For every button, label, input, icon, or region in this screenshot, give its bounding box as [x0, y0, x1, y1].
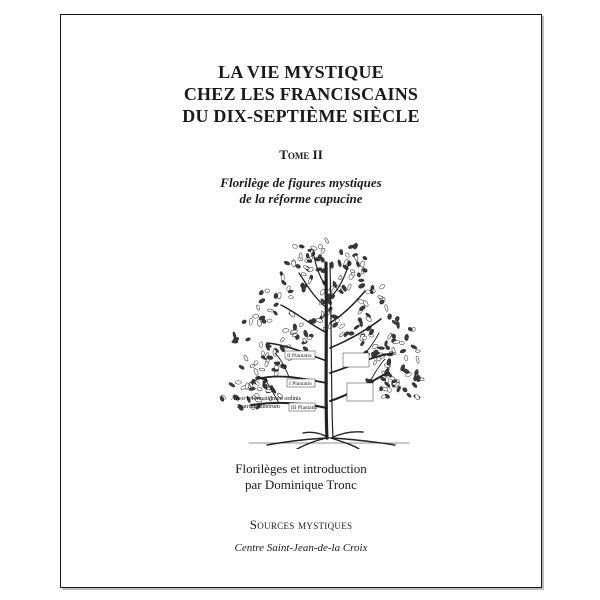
leaf — [347, 283, 352, 290]
leaf — [373, 360, 377, 366]
leaf — [406, 393, 411, 398]
label-fratrum: Fratrum minorum — [237, 404, 280, 410]
leaf — [280, 337, 285, 343]
title-line-3: DU DIX-SEPTIÈME SIÈCLE — [182, 106, 420, 126]
leaf — [359, 305, 366, 312]
leaf — [259, 368, 265, 372]
leaf — [318, 244, 323, 249]
leaf — [254, 380, 259, 386]
leaf — [384, 304, 388, 311]
leaf — [356, 261, 360, 267]
leaf — [293, 324, 297, 331]
leaf — [258, 298, 266, 304]
tree-foliage — [219, 237, 424, 411]
leaf — [299, 244, 305, 248]
leaf — [359, 261, 365, 268]
leaf — [307, 259, 312, 262]
leaf — [390, 376, 396, 380]
leaf — [324, 237, 329, 243]
leaf — [365, 316, 372, 323]
leaf — [353, 324, 360, 330]
book-title — [61, 61, 541, 127]
credits — [61, 461, 541, 493]
label-plantatio-1: I Plantatio — [289, 381, 312, 387]
leaf — [416, 375, 420, 382]
leaf — [282, 328, 289, 332]
leaf — [264, 361, 268, 367]
credits-line-2: par Dominique Tronc — [245, 477, 357, 492]
leaf — [379, 283, 386, 289]
leaf — [381, 395, 386, 399]
leaf — [339, 249, 343, 255]
leaf — [241, 319, 247, 324]
leaf — [228, 382, 235, 388]
title-line-1: LA VIE MYSTIQUE — [218, 62, 384, 82]
credits-line-1: Florilèges et introduction — [235, 461, 367, 476]
leaf — [338, 323, 346, 329]
leaf — [267, 309, 274, 313]
leaf — [365, 290, 370, 294]
leaf — [387, 314, 392, 320]
book-cover — [60, 14, 542, 588]
leaf — [281, 280, 287, 286]
label-arbor: Arbor reformationum ordinis — [231, 396, 301, 402]
leaf — [397, 322, 400, 329]
leaf — [301, 272, 306, 276]
leaf — [379, 386, 383, 391]
leaf — [402, 387, 408, 393]
leaf — [235, 380, 241, 384]
leaf — [298, 322, 304, 327]
leaf — [257, 387, 263, 392]
leaf — [308, 278, 312, 284]
leaf — [321, 311, 324, 317]
leaf — [360, 341, 365, 347]
subtitle-line-1: Florilège de figures mystiques — [220, 175, 382, 190]
leaf — [258, 290, 264, 296]
leaf — [307, 336, 312, 340]
leaf — [243, 355, 248, 362]
title-line-2: CHEZ LES FRANCISCAINS — [183, 84, 419, 104]
leaf — [410, 344, 417, 350]
book-subtitle — [61, 175, 541, 207]
leaf — [245, 337, 251, 342]
leaf — [265, 289, 270, 293]
leaf — [348, 331, 354, 335]
leaf — [402, 368, 410, 374]
leaf — [411, 382, 418, 389]
leaf — [292, 244, 298, 250]
leaf — [253, 368, 259, 376]
label-plantatio-3: III Plantatio — [291, 405, 318, 411]
leaf — [274, 293, 279, 299]
leaf — [312, 318, 316, 323]
leaf — [281, 274, 285, 280]
leaf — [257, 319, 262, 327]
leaf — [249, 318, 252, 325]
leaf — [359, 279, 365, 282]
leaf — [358, 283, 366, 290]
leaf — [337, 260, 342, 267]
leaf — [404, 334, 409, 341]
label-plantatio-2: II Plantatio — [287, 353, 312, 359]
tree-engraving-icon — [209, 233, 437, 449]
leaf — [252, 314, 259, 318]
leaf — [338, 275, 342, 280]
leaf — [267, 319, 272, 322]
leaf — [256, 305, 261, 311]
leaf — [400, 349, 407, 354]
leaf — [400, 341, 405, 344]
publisher-name: Centre Saint-Jean-de-la Croix — [234, 542, 368, 554]
leaf — [354, 255, 359, 261]
leaf — [303, 330, 308, 338]
leaf — [259, 342, 263, 348]
leaf — [328, 285, 335, 292]
leaf — [331, 262, 334, 269]
leaf — [295, 264, 301, 269]
leaf — [378, 346, 385, 349]
leaf — [416, 356, 420, 363]
leaf — [288, 295, 294, 299]
leaf — [377, 295, 383, 299]
leaf — [345, 252, 350, 258]
leaf — [299, 253, 302, 259]
subtitle-line-2: de la réforme capucine — [239, 191, 363, 206]
tree-roots — [249, 432, 409, 449]
volume-label: Tome II — [279, 147, 323, 162]
collection-name: Sources mystiques — [249, 517, 353, 532]
leaf — [273, 302, 279, 307]
leaf — [362, 256, 367, 261]
leaf — [261, 351, 265, 356]
leaf — [238, 365, 244, 371]
leaf — [250, 364, 255, 368]
leaf — [416, 350, 421, 353]
leaf — [277, 292, 281, 299]
leaf — [404, 355, 408, 361]
leaf — [357, 272, 361, 277]
leaf — [232, 340, 238, 343]
leaf — [284, 260, 291, 265]
leaf — [350, 269, 355, 273]
